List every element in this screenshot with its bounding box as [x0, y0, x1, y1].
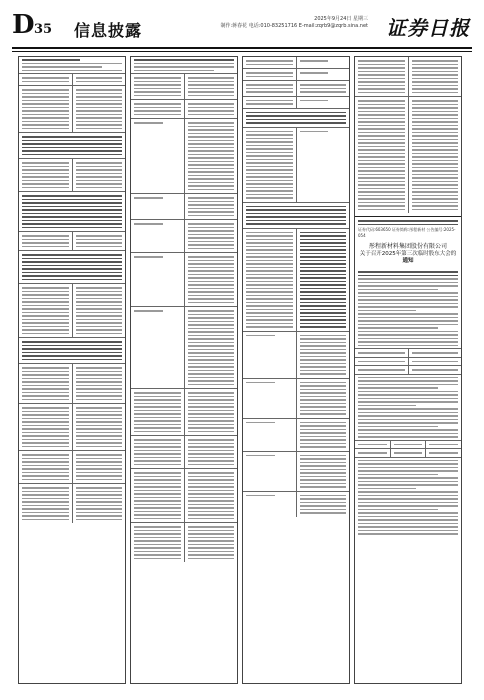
contact-line: 制作:蒋春花 电话:010-83251716 E-mail:zqrb9@zqrb.sina.net: [220, 23, 368, 29]
column-4: [354, 56, 462, 684]
masthead: [12, 8, 472, 46]
page-number: 35: [34, 22, 53, 37]
page-letter: D: [12, 10, 35, 40]
column-1: [18, 56, 126, 684]
notice-title-line-1: 关于召开2025年第三次临时股东大会的: [359, 251, 457, 257]
notice-company: 彤程新材料集团股份有限公司: [368, 243, 447, 250]
notice-heading: [355, 239, 461, 269]
section-title: 信息披露: [74, 21, 143, 40]
newspaper-logo: 证券日报: [386, 16, 470, 40]
issue-meta: [220, 16, 368, 30]
header-rule: [12, 47, 472, 49]
notice-title-line-2: 通知: [402, 258, 414, 264]
column-2: [130, 56, 238, 684]
notice-code-line: 证券代码:603650 证券简称:彤程新材 公告编号:2025-054: [358, 227, 456, 238]
column-3: [242, 56, 350, 684]
date-line: 2025年9月24日 星期三: [314, 16, 368, 22]
header-rule-thin: [12, 51, 472, 52]
